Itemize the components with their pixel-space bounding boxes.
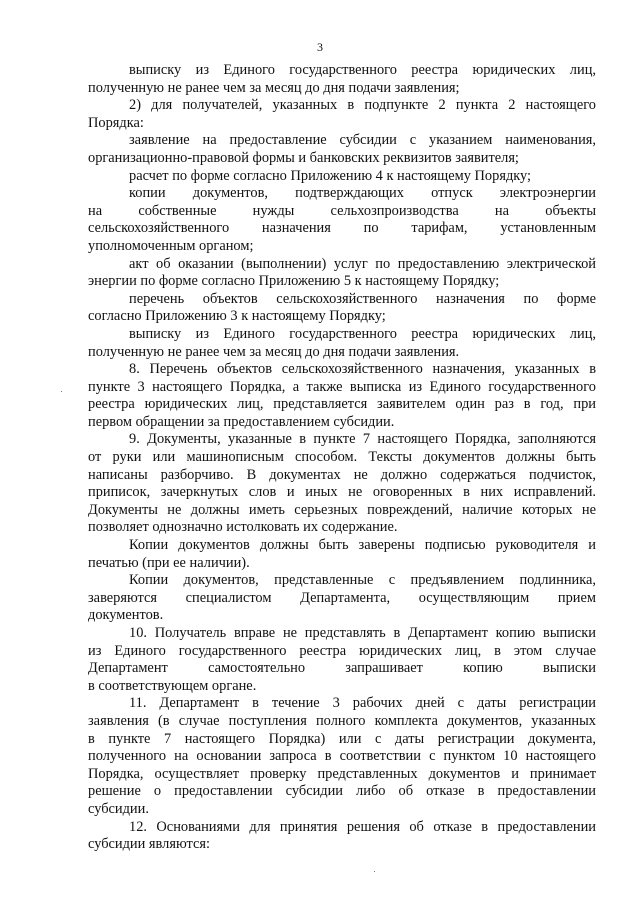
text-line: копии документов, подтверждающих отпуск электроэнергии	[129, 185, 596, 202]
text-line: согласно Приложению 3 к настоящему Порядку;	[88, 308, 386, 325]
text-line: расчет по форме согласно Приложению 4 к настоящему Порядку;	[129, 167, 532, 184]
text-line: 12. Основаниями для принятия решения об отказе в предоставлении	[129, 818, 596, 835]
text-line: сельскохозяйственного назначения по тарифам, установленным	[88, 220, 596, 237]
text-line: полученного на основании запроса в соответствии с пунктом 10 настоящего	[88, 748, 596, 765]
text-line: субсидии являются:	[88, 836, 210, 853]
text-line: на собственные нужды сельхозпроизводства на объекты	[88, 202, 596, 219]
text-line: выписку из Единого государственного реестра юридических лиц,	[129, 62, 596, 78]
text-line: документов.	[88, 607, 164, 624]
text-line: полученную не ранее чем за месяц до дня подачи заявления.	[88, 343, 460, 360]
text-line: акт об оказании (выполнении) услуг по предоставлению электрической	[129, 255, 596, 272]
text-line: в пункте 7 настоящего Порядка) или с даты регистрации документа,	[88, 730, 596, 747]
text-line: 8. Перечень объектов сельскохозяйственного назначения, указанных в	[129, 361, 596, 378]
text-line: 2) для получателей, указанных в подпункте 2 пункта 2 настоящего	[129, 97, 596, 114]
text-line: 10. Получатель вправе не представлять в Департамент копию выписки	[129, 625, 596, 641]
text-line: реестра юридических лиц, представляется заявителем один раз в год, при	[88, 396, 596, 413]
text-line: заявление на предоставление субсидии с указанием наименования,	[129, 132, 596, 149]
text-line: выписку из Единого государственного реестра юридических лиц,	[129, 325, 596, 342]
text-line: от руки или машинописным способом. Тексты документов должны быть	[88, 449, 596, 466]
text-line: заверяются специалистом Департамента, осуществляющим прием	[88, 589, 596, 606]
text-line: пункте 3 настоящего Порядка, а также выписка из Единого государственного	[88, 378, 596, 395]
text-line: заявления (в случае поступления полного комплекта документов, указанных	[88, 712, 596, 729]
page-number: 3	[317, 40, 323, 54]
scan-speck	[374, 871, 375, 872]
text-line: 11. Департамент в течение 3 рабочих дней с даты регистрации	[129, 695, 596, 712]
text-line: в соответствующем органе.	[88, 677, 257, 694]
text-line: организационно-правовой формы и банковских реквизитов заявителя;	[88, 149, 519, 166]
text-line: Порядка:	[88, 114, 144, 131]
text-line: первом обращении за предоставлением субсидии.	[88, 413, 395, 430]
text-line: Порядка, осуществляет проверку представленных документов и принимает	[88, 765, 596, 782]
text-line: написаны разборчиво. В документах не должно содержаться подчисток,	[88, 466, 596, 483]
text-line: приписок, зачеркнутых слов и иных не оговоренных в них исправлений.	[88, 484, 596, 501]
text-line: Копии документов должны быть заверены подписью руководителя и	[129, 537, 596, 554]
text-line: Департамент самостоятельно запрашивает копию выписки	[88, 660, 596, 677]
text-line: субсидии.	[88, 800, 149, 817]
text-line: Копии документов, представленные с предъявлением подлинника,	[129, 572, 596, 589]
text-line: 9. Документы, указанные в пункте 7 настоящего Порядка, заполняются	[129, 431, 596, 448]
text-line: позволяет однозначно истолковать их содержание.	[88, 519, 398, 536]
text-line: печатью (при ее наличии).	[88, 554, 250, 571]
document-body	[88, 62, 596, 854]
text-line: из Единого государственного реестра юридических лиц, в этом случае	[88, 642, 596, 659]
text-line: решение о предоставлении субсидии либо об отказе в предоставлении	[88, 783, 596, 800]
text-line: полученную не ранее чем за месяц до дня подачи заявления;	[88, 79, 460, 96]
text-line: уполномоченным органом;	[88, 237, 254, 254]
text-line: Документы не должны иметь серьезных повреждений, наличие которых не	[88, 501, 596, 518]
text-line: энергии по форме согласно Приложению 5 к настоящему Порядку;	[88, 273, 500, 290]
scan-speck	[61, 391, 62, 392]
text-line: перечень объектов сельскохозяйственного назначения по форме	[129, 290, 596, 307]
